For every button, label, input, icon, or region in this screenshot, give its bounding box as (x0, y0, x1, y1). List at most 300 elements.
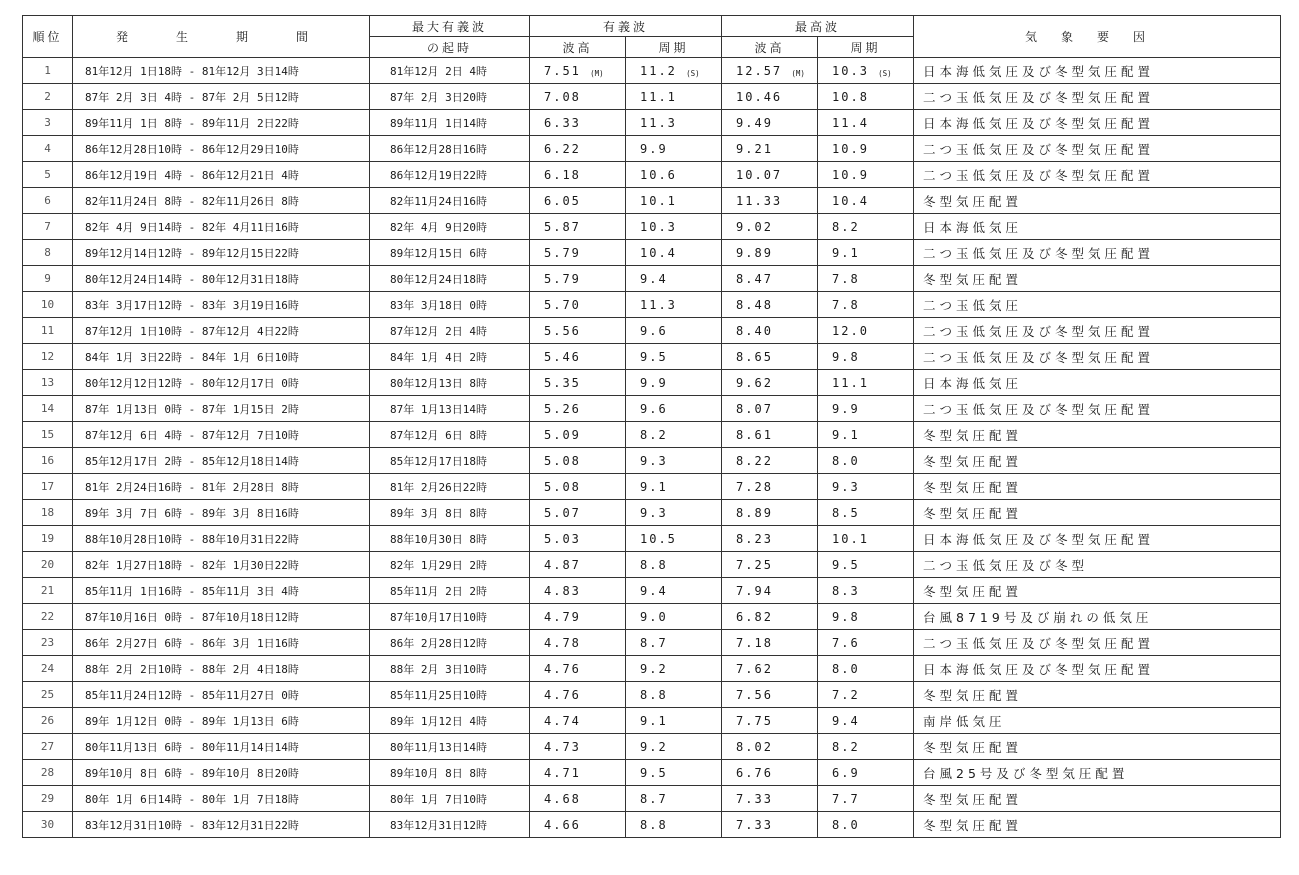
max-period-cell (818, 58, 914, 84)
table-row (23, 318, 1281, 344)
peak-time-cell (370, 552, 530, 578)
peak-time-cell (370, 734, 530, 760)
period-cell-value: 82年11月24日 8時 - 82年11月26日 8時 (85, 194, 299, 208)
max-height-cell (722, 604, 818, 630)
sig-period-cell (626, 552, 722, 578)
cause-cell (914, 786, 1281, 812)
period-cell (73, 58, 370, 84)
sig-height-cell-value: 5.09 (544, 427, 581, 442)
peak-time-cell-value: 89年 1月12日 4時 (390, 714, 487, 728)
sig-period-cell-value: 9.3 (640, 505, 668, 520)
sig-height-cell (530, 292, 626, 318)
period-cell (73, 474, 370, 500)
max-period-cell-value: 10.3 (832, 63, 869, 78)
max-height-cell-value: 7.25 (736, 557, 773, 572)
max-height-cell-value: 10.46 (736, 89, 783, 104)
rank-cell-value: 27 (40, 740, 55, 753)
peak-time-cell-value: 86年12月19日22時 (390, 168, 487, 182)
rank-cell (23, 734, 73, 760)
max-period-cell-value: 9.9 (832, 401, 860, 416)
peak-time-cell (370, 292, 530, 318)
max-period-cell (818, 526, 914, 552)
sig-period-cell (626, 162, 722, 188)
sig-period-cell-value: 9.2 (640, 661, 668, 676)
table-row (23, 708, 1281, 734)
sig-height-cell (530, 604, 626, 630)
max-period-cell-value: 10.9 (832, 167, 869, 182)
peak-time-cell (370, 422, 530, 448)
sig-period-cell-value: 11.3 (640, 115, 677, 130)
max-height-cell (722, 292, 818, 318)
max-height-cell (722, 422, 818, 448)
table-row (23, 344, 1281, 370)
sig-period-cell-value: 11.2 (640, 63, 677, 78)
rank-cell (23, 708, 73, 734)
rank-cell-value: 25 (40, 688, 55, 701)
peak-time-cell-value: 86年 2月28日12時 (390, 636, 487, 650)
rank-cell (23, 474, 73, 500)
unit-label: (S) (686, 68, 700, 78)
rank-cell (23, 370, 73, 396)
rank-cell-value: 21 (40, 584, 55, 597)
rank-cell (23, 110, 73, 136)
max-period-cell-value: 7.8 (832, 297, 860, 312)
sig-period-cell-value: 9.1 (640, 479, 668, 494)
sig-height-cell-value: 4.83 (544, 583, 581, 598)
max-height-cell-value: 8.47 (736, 271, 773, 286)
table-row (23, 500, 1281, 526)
sig-period-cell-value: 9.6 (640, 401, 668, 416)
table-row (23, 214, 1281, 240)
max-height-cell-value: 7.62 (736, 661, 773, 676)
max-height-cell (722, 84, 818, 110)
rank-cell-value: 2 (44, 90, 51, 103)
period-cell-value: 85年12月17日 2時 - 85年12月18日14時 (85, 454, 299, 468)
sig-height-cell (530, 630, 626, 656)
peak-time-cell-value: 87年 1月13日14時 (390, 402, 487, 416)
max-height-cell (722, 630, 818, 656)
sig-height-cell-value: 5.26 (544, 401, 581, 416)
rank-cell (23, 292, 73, 318)
max-height-cell (722, 240, 818, 266)
period-cell (73, 214, 370, 240)
cause-cell-value: 冬型気圧配置 (923, 427, 1023, 443)
rank-cell (23, 656, 73, 682)
max-period-cell-value: 9.1 (832, 427, 860, 442)
cause-cell-value: 冬型気圧配置 (923, 479, 1023, 495)
max-period-cell-value: 6.9 (832, 765, 860, 780)
sig-height-cell-value: 5.08 (544, 453, 581, 468)
max-height-cell (722, 214, 818, 240)
sig-height-cell (530, 708, 626, 734)
cause-cell (914, 84, 1281, 110)
table-row (23, 136, 1281, 162)
period-cell (73, 734, 370, 760)
max-height-cell-value: 8.89 (736, 505, 773, 520)
period-cell (73, 630, 370, 656)
rank-cell-value: 19 (40, 532, 55, 545)
sig-height-cell-value: 5.70 (544, 297, 581, 312)
peak-time-cell-value: 83年 3月18日 0時 (390, 298, 487, 312)
period-cell (73, 760, 370, 786)
peak-time-cell (370, 448, 530, 474)
peak-time-cell-value: 89年 3月 8日 8時 (390, 506, 487, 520)
table-row (23, 266, 1281, 292)
rank-cell (23, 214, 73, 240)
rank-cell (23, 682, 73, 708)
rank-cell (23, 552, 73, 578)
period-cell (73, 110, 370, 136)
rank-cell (23, 188, 73, 214)
max-period-cell (818, 292, 914, 318)
peak-time-cell-value: 85年11月25日10時 (390, 688, 487, 702)
cause-cell (914, 526, 1281, 552)
table-row (23, 396, 1281, 422)
period-cell-value: 87年12月 1日10時 - 87年12月 4日22時 (85, 324, 299, 338)
sig-period-cell-value: 8.8 (640, 817, 668, 832)
table-row (23, 656, 1281, 682)
cause-cell (914, 318, 1281, 344)
period-cell (73, 266, 370, 292)
sig-height-cell (530, 760, 626, 786)
max-period-cell-value: 11.1 (832, 375, 869, 390)
max-period-cell-value: 12.0 (832, 323, 869, 338)
max-height-cell-value: 9.02 (736, 219, 773, 234)
peak-time-cell-value: 81年12月 2日 4時 (390, 64, 487, 78)
header-rank: 順位 (23, 16, 73, 58)
unit-label: (M) (791, 68, 805, 78)
header-period: 発 生 期 間 (73, 16, 370, 58)
sig-height-cell (530, 552, 626, 578)
table-row (23, 812, 1281, 838)
sig-height-cell-value: 7.51 (544, 63, 581, 78)
max-period-cell (818, 682, 914, 708)
sig-period-cell-value: 11.3 (640, 297, 677, 312)
peak-time-cell (370, 370, 530, 396)
period-cell-value: 82年 4月 9日14時 - 82年 4月11日16時 (85, 220, 299, 234)
cause-cell-value: 二つ玉低気圧及び冬型気圧配置 (923, 635, 1155, 651)
table-row (23, 578, 1281, 604)
rank-cell-value: 14 (40, 402, 55, 415)
peak-time-cell-value: 80年12月24日18時 (390, 272, 487, 286)
sig-period-cell-value: 9.1 (640, 713, 668, 728)
period-cell-value: 85年11月 1日16時 - 85年11月 3日 4時 (85, 584, 299, 598)
peak-time-cell-value: 85年11月 2日 2時 (390, 584, 487, 598)
cause-cell-value: 日本海低気圧及び冬型気圧配置 (923, 531, 1155, 547)
sig-period-cell-value: 9.5 (640, 349, 668, 364)
period-cell-value: 89年 3月 7日 6時 - 89年 3月 8日16時 (85, 506, 299, 520)
rank-cell-value: 18 (40, 506, 55, 519)
cause-cell (914, 812, 1281, 838)
max-height-cell (722, 526, 818, 552)
max-period-cell (818, 656, 914, 682)
cause-cell-value: 冬型気圧配置 (923, 791, 1023, 807)
sig-period-cell (626, 474, 722, 500)
sig-period-cell (626, 448, 722, 474)
period-cell-value: 81年 2月24日16時 - 81年 2月28日 8時 (85, 480, 299, 494)
max-period-cell-value: 9.5 (832, 557, 860, 572)
sig-height-cell-value: 4.68 (544, 791, 581, 806)
rank-cell (23, 578, 73, 604)
sig-period-cell-value: 10.6 (640, 167, 677, 182)
max-height-cell (722, 786, 818, 812)
period-cell (73, 84, 370, 110)
rank-cell (23, 812, 73, 838)
period-cell (73, 604, 370, 630)
rank-cell (23, 84, 73, 110)
sig-height-cell-value: 4.71 (544, 765, 581, 780)
period-cell-value: 83年 3月17日12時 - 83年 3月19日16時 (85, 298, 299, 312)
peak-time-cell (370, 630, 530, 656)
period-cell (73, 344, 370, 370)
sig-height-cell (530, 682, 626, 708)
sig-period-cell-value: 10.4 (640, 245, 677, 260)
table-row (23, 84, 1281, 110)
max-period-cell (818, 214, 914, 240)
period-cell-value: 82年 1月27日18時 - 82年 1月30日22時 (85, 558, 299, 572)
max-period-cell (818, 500, 914, 526)
sig-height-cell-value: 4.74 (544, 713, 581, 728)
sig-period-cell-value: 8.2 (640, 427, 668, 442)
period-cell-value: 86年 2月27日 6時 - 86年 3月 1日16時 (85, 636, 299, 650)
sig-period-cell-value: 10.3 (640, 219, 677, 234)
header-significant-wave: 有義波 (530, 16, 722, 37)
sig-period-cell-value: 10.5 (640, 531, 677, 546)
period-cell (73, 240, 370, 266)
table-header (23, 16, 1281, 58)
period-cell-value: 86年12月28日10時 - 86年12月29日10時 (85, 142, 299, 156)
cause-cell (914, 58, 1281, 84)
cause-cell-value: 二つ玉低気圧及び冬型気圧配置 (923, 349, 1155, 365)
period-cell (73, 136, 370, 162)
sig-period-cell-value: 8.8 (640, 687, 668, 702)
table-row (23, 448, 1281, 474)
peak-time-cell-value: 87年12月 6日 8時 (390, 428, 487, 442)
period-cell-value: 83年12月31日10時 - 83年12月31日22時 (85, 818, 299, 832)
cause-cell (914, 448, 1281, 474)
max-height-cell (722, 760, 818, 786)
cause-cell (914, 474, 1281, 500)
sig-period-cell-value: 9.5 (640, 765, 668, 780)
cause-cell (914, 370, 1281, 396)
sig-period-cell (626, 812, 722, 838)
max-period-cell (818, 396, 914, 422)
max-height-cell-value: 8.23 (736, 531, 773, 546)
peak-time-cell-value: 84年 1月 4日 2時 (390, 350, 487, 364)
sig-height-cell (530, 162, 626, 188)
max-period-cell-value: 9.1 (832, 245, 860, 260)
max-period-cell (818, 422, 914, 448)
max-height-cell (722, 578, 818, 604)
max-period-cell (818, 162, 914, 188)
header-peak-line2: の起時 (370, 37, 530, 58)
sig-period-cell (626, 630, 722, 656)
sig-period-cell-value: 10.1 (640, 193, 677, 208)
period-cell (73, 552, 370, 578)
max-period-cell (818, 344, 914, 370)
cause-cell-value: 二つ玉低気圧及び冬型気圧配置 (923, 245, 1155, 261)
table-row (23, 552, 1281, 578)
sig-period-cell-value: 11.1 (640, 89, 677, 104)
period-cell-value: 84年 1月 3日22時 - 84年 1月 6日10時 (85, 350, 299, 364)
rank-cell-value: 28 (40, 766, 55, 779)
max-period-cell (818, 474, 914, 500)
sig-period-cell-value: 9.2 (640, 739, 668, 754)
rank-cell (23, 396, 73, 422)
storm-wave-table-sheet (22, 15, 1280, 838)
period-cell-value: 80年12月24日14時 - 80年12月31日18時 (85, 272, 299, 286)
sig-period-cell (626, 604, 722, 630)
rank-cell-value: 8 (44, 246, 51, 259)
cause-cell-value: 二つ玉低気圧 (923, 297, 1023, 313)
period-cell (73, 318, 370, 344)
rank-cell (23, 162, 73, 188)
rank-cell (23, 136, 73, 162)
max-period-cell-value: 9.3 (832, 479, 860, 494)
sig-height-cell (530, 812, 626, 838)
period-cell (73, 786, 370, 812)
cause-cell-value: 冬型気圧配置 (923, 505, 1023, 521)
max-period-cell (818, 630, 914, 656)
sig-period-cell (626, 240, 722, 266)
sig-height-cell-value: 5.87 (544, 219, 581, 234)
peak-time-cell-value: 87年12月 2日 4時 (390, 324, 487, 338)
table-row (23, 370, 1281, 396)
period-cell (73, 578, 370, 604)
cause-cell (914, 656, 1281, 682)
rank-cell-value: 10 (40, 298, 55, 311)
sig-period-cell-value: 9.4 (640, 271, 668, 286)
max-height-cell-value: 7.94 (736, 583, 773, 598)
max-period-cell-value: 8.2 (832, 739, 860, 754)
period-cell-value: 85年11月24日12時 - 85年11月27日 0時 (85, 688, 299, 702)
max-period-cell-value: 8.0 (832, 661, 860, 676)
rank-cell (23, 630, 73, 656)
cause-cell-value: 二つ玉低気圧及び冬型気圧配置 (923, 141, 1155, 157)
header-max-wave: 最高波 (722, 16, 914, 37)
max-period-cell-value: 8.2 (832, 219, 860, 234)
peak-time-cell (370, 396, 530, 422)
max-period-cell-value: 9.4 (832, 713, 860, 728)
rank-cell (23, 344, 73, 370)
max-height-cell-value: 12.57 (736, 63, 783, 78)
peak-time-cell (370, 162, 530, 188)
sig-period-cell (626, 396, 722, 422)
rank-cell-value: 4 (44, 142, 51, 155)
storm-wave-ranking-table (22, 15, 1281, 838)
table-row (23, 474, 1281, 500)
period-cell (73, 162, 370, 188)
peak-time-cell-value: 85年12月17日18時 (390, 454, 487, 468)
cause-cell (914, 734, 1281, 760)
cause-cell-value: 冬型気圧配置 (923, 453, 1023, 469)
sig-period-cell (626, 578, 722, 604)
rank-cell-value: 1 (44, 64, 51, 77)
period-cell (73, 396, 370, 422)
cause-cell-value: 冬型気圧配置 (923, 739, 1023, 755)
rank-cell (23, 266, 73, 292)
peak-time-cell (370, 526, 530, 552)
max-period-cell-value: 11.4 (832, 115, 869, 130)
table-row (23, 292, 1281, 318)
period-cell (73, 656, 370, 682)
max-height-cell (722, 344, 818, 370)
rank-cell-value: 11 (40, 324, 55, 337)
sig-period-cell (626, 110, 722, 136)
sig-period-cell-value: 9.9 (640, 141, 668, 156)
peak-time-cell-value: 82年 4月 9日20時 (390, 220, 487, 234)
cause-cell (914, 604, 1281, 630)
sig-period-cell (626, 292, 722, 318)
max-period-cell-value: 8.0 (832, 817, 860, 832)
sig-period-cell (626, 682, 722, 708)
sig-height-cell (530, 448, 626, 474)
period-cell-value: 89年10月 8日 6時 - 89年10月 8日20時 (85, 766, 299, 780)
max-height-cell (722, 162, 818, 188)
rank-cell-value: 24 (40, 662, 55, 675)
max-period-cell (818, 370, 914, 396)
max-period-cell (818, 786, 914, 812)
table-row (23, 760, 1281, 786)
sig-height-cell (530, 500, 626, 526)
rank-cell (23, 760, 73, 786)
sig-height-cell-value: 4.87 (544, 557, 581, 572)
cause-cell-value: 二つ玉低気圧及び冬型気圧配置 (923, 401, 1155, 417)
table-row (23, 604, 1281, 630)
max-period-cell (818, 240, 914, 266)
max-period-cell-value: 10.1 (832, 531, 869, 546)
max-height-cell-value: 7.28 (736, 479, 773, 494)
max-period-cell (818, 578, 914, 604)
sig-height-cell (530, 188, 626, 214)
peak-time-cell (370, 188, 530, 214)
rank-cell-value: 7 (44, 220, 51, 233)
rank-cell-value: 15 (40, 428, 55, 441)
period-cell-value: 88年10月28日10時 - 88年10月31日22時 (85, 532, 299, 546)
max-period-cell-value: 7.8 (832, 271, 860, 286)
period-cell-value: 81年12月 1日18時 - 81年12月 3日14時 (85, 64, 299, 78)
unit-label: (S) (878, 68, 892, 78)
cause-cell (914, 292, 1281, 318)
sig-period-cell (626, 422, 722, 448)
sig-period-cell (626, 318, 722, 344)
table-row (23, 786, 1281, 812)
cause-cell (914, 162, 1281, 188)
cause-cell-value: 日本海低気圧 (923, 219, 1023, 235)
sig-height-cell (530, 526, 626, 552)
peak-time-cell-value: 81年 2月26日22時 (390, 480, 487, 494)
period-cell-value: 86年12月19日 4時 - 86年12月21日 4時 (85, 168, 299, 182)
max-period-cell-value: 10.9 (832, 141, 869, 156)
rank-cell-value: 22 (40, 610, 55, 623)
sig-period-cell (626, 656, 722, 682)
sig-height-cell-value: 4.73 (544, 739, 581, 754)
max-period-cell-value: 8.5 (832, 505, 860, 520)
cause-cell-value: 二つ玉低気圧及び冬型気圧配置 (923, 323, 1155, 339)
max-height-cell-value: 10.07 (736, 167, 783, 182)
max-height-cell (722, 58, 818, 84)
table-body (23, 58, 1281, 838)
period-cell (73, 526, 370, 552)
max-period-cell (818, 552, 914, 578)
max-height-cell-value: 7.33 (736, 791, 773, 806)
max-period-cell-value: 7.6 (832, 635, 860, 650)
peak-time-cell (370, 84, 530, 110)
table-row (23, 526, 1281, 552)
peak-time-cell (370, 318, 530, 344)
peak-time-cell (370, 136, 530, 162)
table-row (23, 734, 1281, 760)
